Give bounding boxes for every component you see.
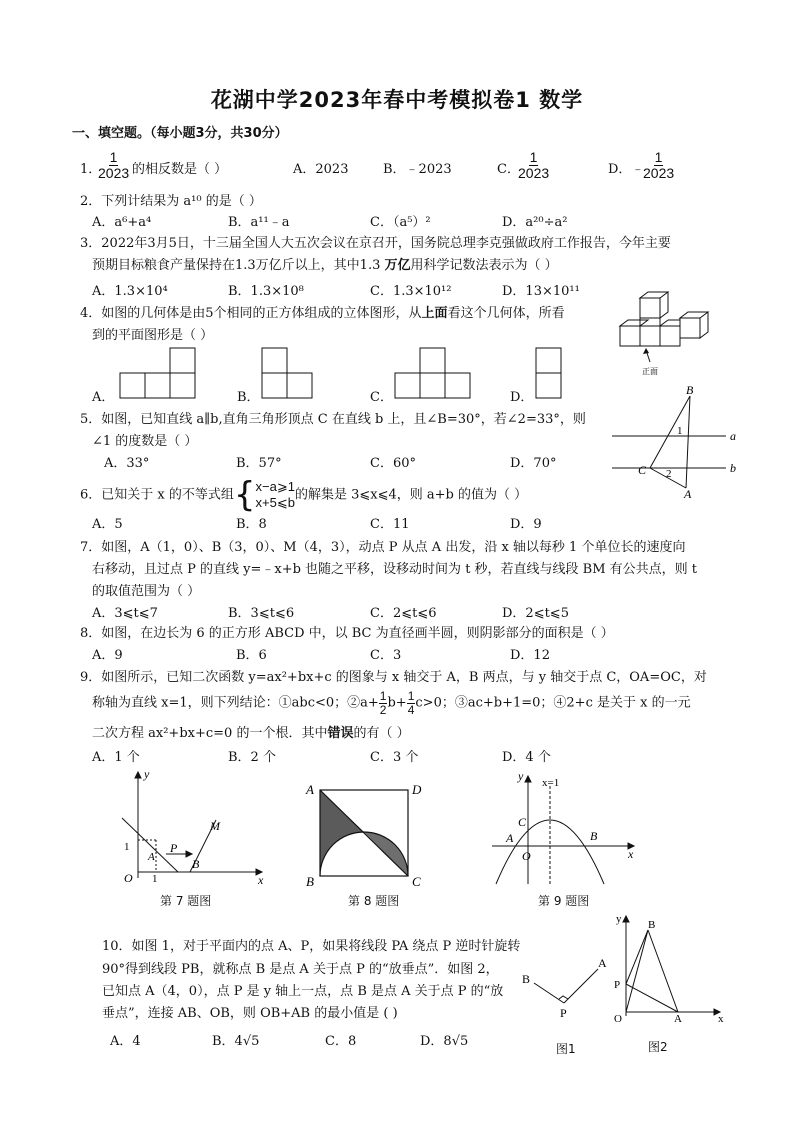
q7-option-c: C．2⩽t⩽6 bbox=[370, 606, 437, 621]
q10-fig1-caption: 图1 bbox=[556, 1042, 576, 1056]
svg-text:B: B bbox=[306, 874, 314, 889]
question-5-line2: ∠1 的度数是（ ） bbox=[92, 434, 198, 449]
q10-fig1 bbox=[518, 955, 610, 1021]
section-heading: 一、填空题。（每小题3分，共30分） bbox=[72, 126, 288, 141]
q2-option-c: C．（a⁵）² bbox=[370, 215, 431, 230]
question-10-line4: 垂点”，连接 AB、OB，则 OB+AB 的最小值是 ( ) bbox=[102, 1006, 398, 1021]
q8-option-d: D．12 bbox=[510, 648, 550, 663]
svg-text:B: B bbox=[686, 383, 694, 397]
q8-option-b: B．6 bbox=[236, 648, 267, 663]
svg-text:O: O bbox=[522, 849, 531, 863]
q6-option-d: D．9 bbox=[510, 517, 542, 532]
svg-text:C: C bbox=[518, 815, 527, 829]
q5-figure bbox=[610, 382, 744, 500]
svg-text:A: A bbox=[148, 851, 155, 863]
q9-option-b: B．2 个 bbox=[228, 750, 276, 765]
svg-text:A: A bbox=[674, 1013, 682, 1024]
q7-option-b: B．3⩽t⩽6 bbox=[228, 606, 295, 621]
question-2-stem: 2．下列计结果为 a¹⁰ 的是（ ） bbox=[80, 194, 262, 209]
q2-option-d: D．a²⁰÷a² bbox=[502, 215, 568, 230]
fraction-1-2023: $\frac{1}{2023}$ bbox=[98, 149, 130, 181]
svg-text:D: D bbox=[412, 782, 422, 797]
fig8-caption: 第 8 题图 bbox=[348, 894, 400, 908]
svg-text:A: A bbox=[306, 782, 314, 797]
q4-option-a: A． bbox=[92, 390, 115, 405]
svg-text:B: B bbox=[648, 919, 656, 931]
q7-option-d: D．2⩽t⩽5 bbox=[502, 606, 569, 621]
fig9-parabola bbox=[488, 772, 644, 888]
q1-option-c: C． bbox=[497, 162, 520, 177]
q10-option-d: D．8√5 bbox=[420, 1034, 469, 1049]
q4-option-b-shape bbox=[260, 345, 316, 401]
fig7-graph bbox=[112, 768, 272, 886]
question-9-line2: 称轴为直线 x=1，则下列结论：①abc<0；②a+ $\frac{1}{2}$ b+ $\frac{1}{4}$ c>0；③ac+b+1=0；④2+c 是关于 x 的一元 bbox=[92, 689, 691, 717]
svg-text:O: O bbox=[614, 1013, 622, 1024]
q4-option-b: B． bbox=[237, 390, 260, 405]
svg-text:a: a bbox=[730, 429, 736, 443]
q3-option-d: D．13×10¹¹ bbox=[502, 284, 580, 299]
q9-option-a: A．1 个 bbox=[92, 750, 140, 765]
q4-option-c: C． bbox=[370, 390, 393, 405]
svg-text:A: A bbox=[598, 956, 607, 970]
q2-option-a: A．a⁶+a⁴ bbox=[92, 215, 152, 230]
page-title: 花湖中学2023年春中考模拟卷1 数学 bbox=[210, 88, 584, 112]
q6-option-c: C．11 bbox=[370, 517, 410, 532]
q1-option-b: B．﹣2023 bbox=[383, 162, 452, 177]
fig7-caption: 第 7 题图 bbox=[160, 894, 212, 908]
q5-option-b: B．57° bbox=[236, 456, 282, 471]
q7-option-a: A．3⩽t⩽7 bbox=[92, 606, 158, 621]
q1-option-a: A．2023 bbox=[293, 162, 349, 177]
q4-option-d-shape bbox=[534, 345, 564, 401]
q6-option-b: B．8 bbox=[236, 517, 267, 532]
q8-option-c: C．3 bbox=[370, 648, 402, 663]
q10-option-a: A．4 bbox=[110, 1034, 141, 1049]
q4-option-c-shape bbox=[393, 345, 473, 401]
front-label: 正面 bbox=[642, 367, 658, 376]
fig8-square bbox=[302, 778, 436, 890]
question-4-line2: 到的平面图形是（ ） bbox=[92, 328, 214, 343]
svg-text:M: M bbox=[210, 819, 220, 833]
svg-text:b: b bbox=[730, 461, 736, 475]
svg-text:x: x bbox=[718, 1013, 724, 1024]
question-3-line2: 预期目标粮食产量保持在1.3万亿斤以上，其中1.3 万亿用科学记数法表示为（ ） bbox=[92, 258, 558, 273]
question-9-line3: 二次方程 ax²+bx+c=0 的一个根．其中错误的有（ ） bbox=[92, 726, 410, 741]
q4-option-a-shape bbox=[118, 345, 198, 401]
q10-option-c: C．8 bbox=[325, 1034, 357, 1049]
svg-text:1: 1 bbox=[152, 873, 158, 885]
svg-text:x: x bbox=[628, 847, 634, 861]
svg-text:1: 1 bbox=[677, 425, 683, 437]
question-6: 6．已知关于 x 的不等式组{ x−a⩾1 x+5⩽b 的解集是 3⩽x⩽4，则 a+b 的值为（ ） bbox=[80, 475, 528, 515]
q9-option-c: C．3 个 bbox=[370, 750, 419, 765]
svg-text:P: P bbox=[560, 1006, 567, 1020]
fig9-caption: 第 9 题图 bbox=[538, 894, 590, 908]
question-9-line1: 9．如图所示，已知二次函数 y=ax²+bx+c 的图象与 x 轴交于 A，B 两点，与 y 轴交于点 C，OA=OC，对 bbox=[80, 670, 707, 685]
question-7-line3: 的取值范围为（ ） bbox=[92, 584, 201, 599]
svg-text:x: x bbox=[258, 873, 264, 886]
svg-text:x=1: x=1 bbox=[542, 777, 560, 789]
question-7-line1: 7．如图，A（1，0）、B（3，0）、M（4，3），动点 P 从点 A 出发，沿 x 轴以每秒 1 个单位长的速度向 bbox=[80, 540, 686, 555]
q3-option-b: B．1.3×10⁸ bbox=[228, 284, 304, 299]
q3-option-c: C．1.3×10¹² bbox=[370, 284, 452, 299]
question-7-line2: 右移动，且过点 P 的直线 y=﹣x+b 也随之平移，设移动时间为 t 秒，若直线与线段 BM 有公共点，则 t bbox=[92, 562, 698, 577]
q10-option-b: B．4√5 bbox=[212, 1034, 260, 1049]
q10-fig2 bbox=[612, 912, 726, 1024]
q1-option-d: D．﹣ bbox=[608, 162, 645, 177]
q3-option-a: A．1.3×10⁴ bbox=[92, 284, 168, 299]
svg-text:y: y bbox=[616, 913, 622, 925]
svg-text:C: C bbox=[638, 463, 647, 477]
q4-option-d: D． bbox=[510, 390, 534, 405]
q5-option-c: C．60° bbox=[370, 456, 416, 471]
svg-text:B: B bbox=[590, 829, 598, 843]
question-10-line2: 90°得到线段 PB，就称点 B 是点 A 关于点 P 的“放垂点”．如图 2， bbox=[102, 962, 499, 977]
svg-text:P: P bbox=[170, 841, 178, 855]
svg-text:B: B bbox=[522, 972, 531, 986]
q5-option-d: D．70° bbox=[510, 456, 557, 471]
q10-fig2-caption: 图2 bbox=[648, 1040, 668, 1054]
question-10-line3: 已知点 A（4，0），点 P 是 y 轴上一点，点 B 是点 A 关于点 P 的“放 bbox=[102, 984, 504, 999]
q9-option-d: D．4 个 bbox=[502, 750, 551, 765]
svg-text:O: O bbox=[124, 871, 133, 885]
question-4-line1: 4．如图的几何体是由5个相同的正方体组成的立体图形，从上面看这个几何体，所看 bbox=[80, 306, 565, 321]
q8-option-a: A．9 bbox=[92, 648, 123, 663]
q5-option-a: A．33° bbox=[104, 456, 150, 471]
q2-option-b: B．a¹¹﹣a bbox=[228, 215, 290, 230]
svg-text:B: B bbox=[192, 857, 200, 871]
question-5-line1: 5．如图，已知直线 a∥b,直角三角形顶点 C 在直线 b 上，且∠B=30°，若∠2=33°，则 bbox=[80, 412, 586, 427]
question-10-line1: 10．如图 1，对于平面内的点 A、P，如果将线段 PA 绕点 P 逆时针旋转 bbox=[102, 939, 521, 954]
svg-text:y: y bbox=[518, 772, 524, 783]
svg-text:1: 1 bbox=[124, 841, 130, 853]
svg-text:y: y bbox=[144, 768, 150, 781]
svg-text:C: C bbox=[412, 874, 421, 889]
question-3-line1: 3．2022年3月5日，十三届全国人大五次会议在京召开，国务院总理李克强做政府工作报告，今年主要 bbox=[80, 236, 671, 251]
svg-text:2: 2 bbox=[666, 468, 672, 480]
q4-solid-figure bbox=[610, 288, 720, 378]
svg-text:P: P bbox=[614, 979, 621, 991]
svg-text:A: A bbox=[684, 487, 692, 500]
q6-option-a: A．5 bbox=[92, 517, 123, 532]
question-8-line1: 8．如图，在边长为 6 的正方形 ABCD 中，以 BC 为直径画半圆，则阴影部分的面积是（ ） bbox=[80, 626, 614, 641]
svg-text:A: A bbox=[506, 831, 514, 845]
